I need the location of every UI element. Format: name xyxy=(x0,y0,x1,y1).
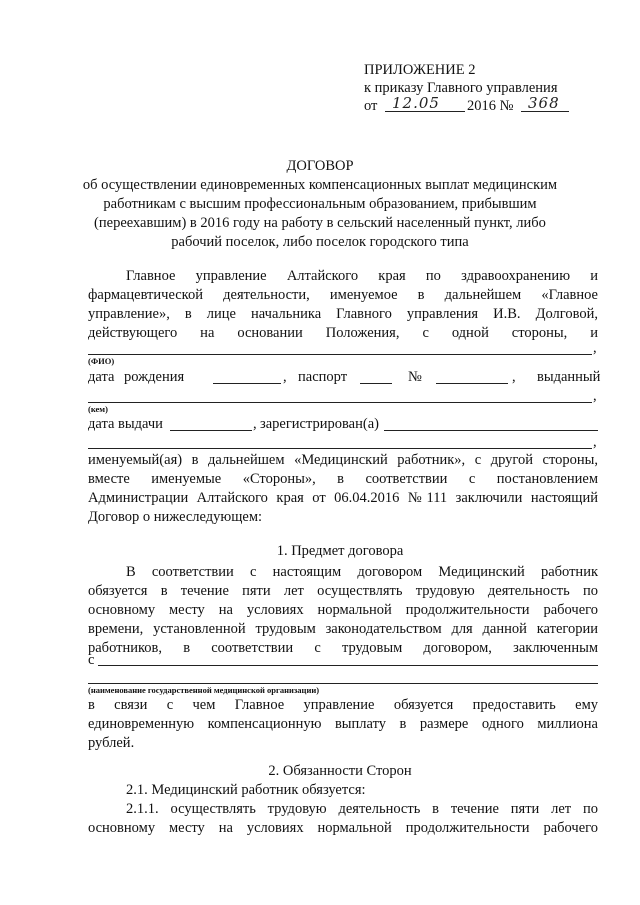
birth-date-line xyxy=(213,383,281,384)
appendix-year: 2016 № xyxy=(467,98,514,114)
fio-line xyxy=(88,354,592,355)
intro-line-2: фармацевтической деятельности, именуемое в дальнейшем «Главное xyxy=(88,287,598,303)
section-1-line-7: в связи с чем Главное управление обязуется предоставить ему xyxy=(88,697,598,713)
handwritten-number: 368 xyxy=(528,94,560,112)
section-1-line-5: работников, в соответствии с трудовым договором, заключенным xyxy=(88,640,598,656)
issue-date-comma: , xyxy=(253,416,257,432)
issue-date-label: дата выдачи xyxy=(88,416,163,432)
registered-label: зарегистрирован(а) xyxy=(260,416,379,432)
fio-comma: , xyxy=(593,340,597,356)
section-1-line-9: рублей. xyxy=(88,735,135,751)
title-line-4: рабочий поселок, либо поселок городского типа xyxy=(171,234,469,250)
address-line xyxy=(88,448,592,449)
issuer-caption: (кем) xyxy=(88,404,108,414)
issued-label: выданный xyxy=(537,369,601,385)
title-line-1: об осуществлении единовременных компенсационных выплат медицинским xyxy=(82,177,558,193)
section-1-heading: 1. Предмет договора xyxy=(276,543,404,559)
section-1-with-label: с xyxy=(88,652,95,668)
registered-line xyxy=(384,430,598,431)
section-1-line-3: основному месту на условиях нормальной продолжительности рабочего xyxy=(88,602,598,618)
section-2-heading: 2. Обязанности Сторон xyxy=(268,763,412,779)
intro-line-3: управление», в лице начальника Главного управления И.В. Долговой, xyxy=(88,306,598,322)
organization-line-2 xyxy=(88,683,598,684)
passport-label: паспорт xyxy=(298,369,348,385)
title-line-2: работникам с высшим профессиональным образованием, прибывшим xyxy=(103,196,537,212)
handwritten-date: 12.05 xyxy=(392,94,440,112)
section-1-line-2: обязуется в течение пяти лет осуществлять трудовую деятельность по xyxy=(88,583,598,599)
party-line-1: именуемый(ая) в дальнейшем «Медицинский работник», с другой стороны, xyxy=(88,452,598,468)
appendix-subtitle: к приказу Главного управления xyxy=(364,80,558,96)
section-2-item-2-1-1-line-2: основному месту на условиях нормальной продолжительности рабочего xyxy=(88,820,598,836)
section-1-line-8: единовременную компенсационную выплату в размере одного миллиона xyxy=(88,716,598,732)
fio-caption: (ФИО) xyxy=(88,356,115,366)
title-line-3: (переехавшим) в 2016 году на работу в сельский населенный пункт, либо xyxy=(94,215,546,231)
section-1-line-4: времени, установленной трудовым законодательством для данной категории xyxy=(88,621,598,637)
party-line-3: Администрации Алтайского края от 06.04.2016 №111 заключили настоящий xyxy=(88,490,598,506)
passport-series-line xyxy=(360,383,392,384)
address-comma: , xyxy=(593,434,597,450)
passport-number-line xyxy=(436,383,508,384)
intro-line-1: Главное управление Алтайского края по здравоохранению и xyxy=(126,268,598,284)
section-1-line-1: В соответствии с настоящим договором Медицинский работник xyxy=(126,564,598,580)
passport-comma: , xyxy=(512,369,516,385)
issue-date-line xyxy=(170,430,252,431)
organization-line-1 xyxy=(98,665,598,666)
appendix-from-label: от xyxy=(364,98,378,114)
party-line-4: Договор о нижеследующем: xyxy=(88,509,263,525)
document-title: ДОГОВОР xyxy=(286,158,354,174)
section-2-item-2-1-1-line-1: 2.1.1. осуществлять трудовую деятельность в течение пяти лет по xyxy=(126,801,598,817)
birth-date-label: дата рождения xyxy=(88,369,185,385)
section-2-item-2-1: 2.1. Медицинский работник обязуется: xyxy=(126,782,366,798)
party-line-2: вместе именуемые «Стороны», в соответствии с постановлением xyxy=(88,471,598,487)
intro-line-4: действующего на основании Положения, с одной стороны, и xyxy=(88,325,598,341)
issuer-comma: , xyxy=(593,388,597,404)
birth-comma: , xyxy=(283,369,287,385)
appendix-title: ПРИЛОЖЕНИЕ 2 xyxy=(364,62,476,78)
organization-caption: (наименование государственной медицинской организации) xyxy=(88,685,320,695)
passport-number-label: № xyxy=(408,369,422,385)
issuer-line xyxy=(88,402,592,403)
